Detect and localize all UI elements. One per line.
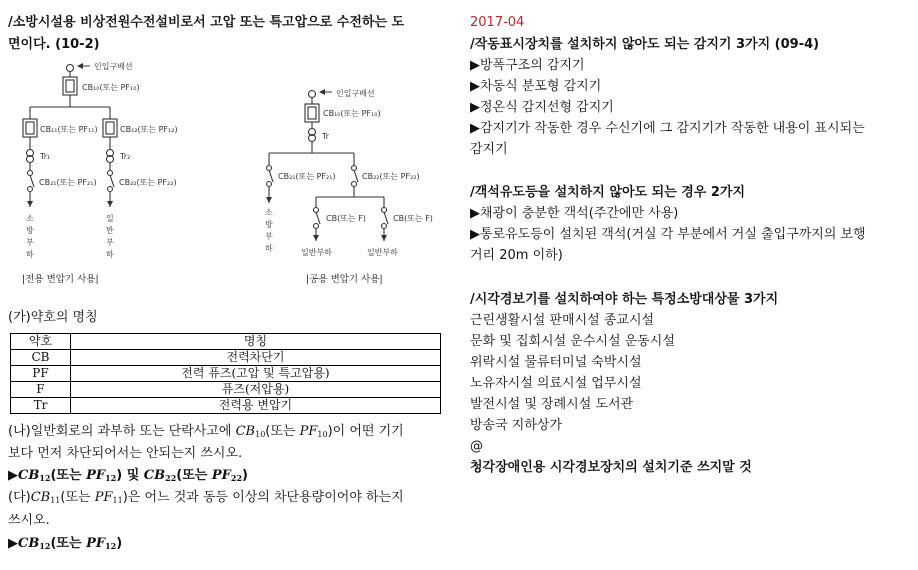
ans-pf22-sub: 22 bbox=[230, 473, 243, 483]
da-cb-sub: 11 bbox=[50, 496, 61, 505]
service-node-right bbox=[309, 91, 316, 98]
section1-item: ▶감지기가 작동한 경우 수신기에 그 감지기가 작동한 내용이 표시되는 bbox=[470, 121, 865, 136]
fire-load-char-4: 하 bbox=[26, 250, 34, 259]
answer-arrow: ▶ bbox=[8, 468, 18, 483]
ans-mid2: ) 및 bbox=[116, 468, 144, 483]
label-cb12: CB₁₂(또는 PF₁₂) bbox=[120, 125, 178, 134]
section1-item: ▶차동식 분포형 감지기 bbox=[470, 79, 602, 94]
da-pf: PF bbox=[94, 490, 113, 505]
answer-da bbox=[8, 533, 122, 557]
label-cb22-left: CB₂₂(또는 PF₂₂) bbox=[119, 178, 177, 187]
label-cb10-left: CB₁₀(또는 PF₁₀) bbox=[82, 83, 140, 92]
label-cb11: CB₁₁(또는 PF₁₁) bbox=[40, 125, 98, 134]
subquestion-da-line2: 쓰시오. bbox=[8, 513, 50, 528]
label-cb21-right: CB₂₁(또는 PF₂₁) bbox=[278, 172, 336, 181]
ans-da-end: ) bbox=[116, 536, 123, 551]
general-load-char-3: 부 bbox=[106, 238, 114, 247]
shared-fire-load-char-4: 하 bbox=[265, 244, 273, 253]
na-text-b: (또는 bbox=[265, 424, 300, 439]
label-tr2: Tr₂ bbox=[120, 152, 131, 161]
table-row bbox=[11, 366, 441, 382]
da-cb: CB bbox=[30, 490, 51, 505]
table-cell: PF bbox=[11, 366, 71, 382]
question-heading-line1: /소방시설용 비상전원수전설비로서 고압 또는 특고압으로 수전하는 도 bbox=[8, 15, 405, 30]
ans-cb22: CB bbox=[143, 468, 166, 483]
ans-da-mid: (또는 bbox=[50, 536, 87, 551]
da-pf-sub: 11 bbox=[112, 496, 123, 505]
abbreviation-table bbox=[10, 333, 441, 414]
section3-item: @ bbox=[470, 439, 483, 454]
label-cb10-right: CB₁₀(또는 PF₁₀) bbox=[323, 109, 381, 118]
table-header-row bbox=[11, 334, 441, 350]
answer-na bbox=[8, 465, 248, 489]
section1-title: /작동표시장치를 설치하지 않아도 되는 감지기 3가지 (09-4) bbox=[470, 37, 820, 52]
table-cell: F bbox=[11, 382, 71, 398]
fire-load-char-3: 부 bbox=[26, 238, 34, 247]
section1-item-cont: 감지기 bbox=[470, 142, 508, 157]
general-load-2: 일반부하 bbox=[367, 248, 398, 257]
section3-item: 방송국 지하상가 bbox=[470, 418, 563, 433]
subquestion-ga-title: (가)약호의 명칭 bbox=[8, 310, 98, 325]
table-cell: 전력차단기 bbox=[70, 350, 440, 366]
answer-arrow: ▶ bbox=[8, 536, 18, 551]
ans-da-cb-sub: 12 bbox=[39, 541, 51, 551]
section3-item: 발전시설 및 장례시설 도서관 bbox=[470, 397, 634, 412]
label-cbf-1: CB(또는 F) bbox=[326, 214, 366, 223]
na-pf: PF bbox=[299, 424, 318, 439]
general-load-char-4: 하 bbox=[106, 250, 114, 259]
table-row bbox=[11, 382, 441, 398]
ans-cb22-sub: 22 bbox=[165, 473, 177, 483]
ans-pf12: PF bbox=[86, 468, 106, 483]
section2-title: /객석유도등을 설치하지 않아도 되는 경우 2가지 bbox=[470, 185, 746, 200]
exam-year: 2017-04 bbox=[470, 15, 525, 30]
ans-pf12-sub: 12 bbox=[105, 473, 117, 483]
general-load-char-2: 반 bbox=[106, 226, 114, 235]
ans-pf22: PF bbox=[211, 468, 231, 483]
na-pf-sub: 10 bbox=[317, 430, 328, 439]
table-cell: 전력용 변압기 bbox=[70, 398, 440, 414]
ans-mid1: (또는 bbox=[50, 468, 87, 483]
table-row bbox=[11, 398, 441, 414]
subquestion-na-line2: 보다 먼저 차단되어서는 안되는지 쓰시오. bbox=[8, 446, 243, 461]
ans-end: ) bbox=[242, 468, 248, 483]
table-cell: 전력 퓨즈(고압 및 특고압용) bbox=[70, 366, 440, 382]
section2-item-cont: 거리 20m 이하) bbox=[470, 248, 563, 263]
section3-item: 문화 및 집회시설 운수시설 운동시설 bbox=[470, 334, 675, 349]
ans-da-cb: CB bbox=[18, 536, 40, 551]
label-tr: Tr bbox=[322, 132, 329, 141]
na-cb: CB bbox=[235, 424, 256, 439]
shared-fire-load-char-3: 부 bbox=[265, 232, 273, 241]
fire-load-char-1: 소 bbox=[26, 214, 34, 223]
da-text-a: (다) bbox=[8, 490, 31, 505]
label-tr1: Tr₁ bbox=[40, 152, 51, 161]
label-service-line-right: 인입구배선 bbox=[336, 89, 375, 98]
general-load-1: 일반부하 bbox=[301, 248, 332, 257]
na-cb-sub: 10 bbox=[255, 430, 266, 439]
section3-item: 노유자시설 의료시설 업무시설 bbox=[470, 376, 642, 391]
da-text-b: (또는 bbox=[60, 490, 95, 505]
label-cb21-left: CB₂₁(또는 PF₂₁) bbox=[39, 178, 97, 187]
na-text-c: )이 어떤 기기 bbox=[327, 424, 404, 439]
section2-item: ▶채광이 충분한 객석(주간에만 사용) bbox=[470, 206, 679, 221]
ans-cb12: CB bbox=[18, 468, 40, 483]
table-cell: CB bbox=[11, 350, 71, 366]
subquestion-na-line1 bbox=[8, 421, 404, 445]
fire-load-char-2: 방 bbox=[26, 226, 34, 235]
shared-fire-load-char-1: 소 bbox=[265, 208, 273, 217]
section4-title: 청각장애인용 시각경보장치의 설치기준 쓰지말 것 bbox=[470, 460, 752, 475]
service-node-left bbox=[67, 65, 74, 72]
section2-item: ▶통로유도등이 설치된 객석(거실 각 부분에서 거실 출입구까지의 보행 bbox=[470, 227, 866, 242]
caption-shared: |공용 변압기 사용| bbox=[306, 274, 383, 285]
label-service-line-left: 인입구배선 bbox=[94, 62, 133, 71]
section3-item: 근린생활시설 판매시설 종교시설 bbox=[470, 313, 655, 328]
section1-item: ▶방폭구조의 감지기 bbox=[470, 58, 585, 73]
shared-fire-load-char-2: 방 bbox=[265, 220, 273, 229]
table-cell: Tr bbox=[11, 398, 71, 414]
label-cbf-2: CB(또는 F) bbox=[393, 214, 433, 223]
table-row bbox=[11, 350, 441, 366]
subquestion-da-line1 bbox=[8, 487, 404, 511]
table-cell: 퓨즈(저압용) bbox=[70, 382, 440, 398]
ans-mid3: (또는 bbox=[176, 468, 212, 483]
ans-da-pf: PF bbox=[86, 536, 106, 551]
general-load-char-1: 일 bbox=[106, 214, 114, 223]
ans-da-pf-sub: 12 bbox=[105, 541, 117, 551]
table-header: 명칭 bbox=[70, 334, 440, 350]
label-cb22-right: CB₂₂(또는 PF₂₂) bbox=[362, 172, 420, 181]
section3-title: /시각경보기를 설치하여야 하는 특정소방대상물 3가지 bbox=[470, 292, 779, 307]
power-diagram bbox=[0, 55, 450, 295]
caption-dedicated: |전용 변압기 사용| bbox=[22, 274, 99, 285]
da-text-c: )은 어느 것과 동등 이상의 차단용량이어야 하는지 bbox=[122, 490, 404, 505]
ans-cb12-sub: 12 bbox=[39, 473, 51, 483]
section1-item: ▶정온식 감지선형 감지기 bbox=[470, 100, 614, 115]
na-text-a: (나)일반회로의 과부하 또는 단락사고에 bbox=[8, 424, 236, 439]
table-header: 약호 bbox=[11, 334, 71, 350]
section3-item: 위락시설 물류터미널 숙박시설 bbox=[470, 355, 642, 370]
question-heading-line2: 면이다. (10-2) bbox=[8, 37, 100, 52]
